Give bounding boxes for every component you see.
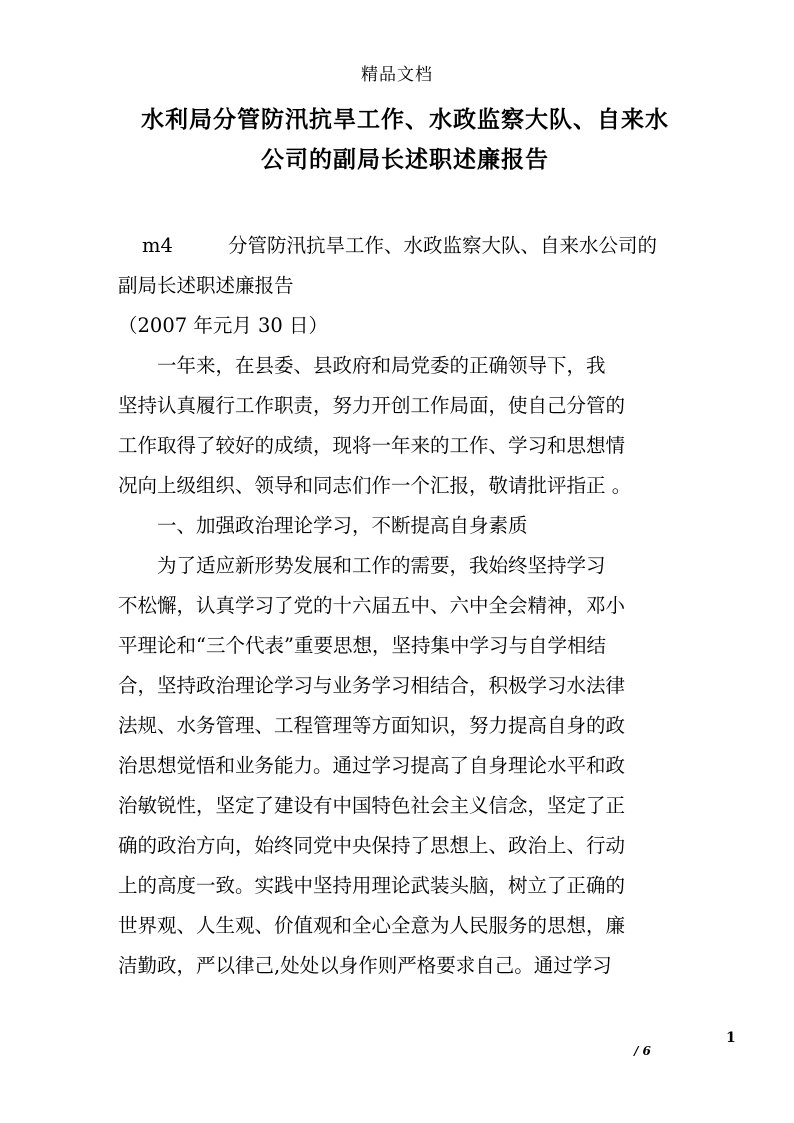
subject-text: 分管防汛抗旱工作、水政监察大队、自来水公司的 (228, 234, 658, 257)
document-title (110, 100, 700, 180)
page-total: / 6 (634, 1044, 651, 1058)
body-line: 上的高度一致。实践中坚持用理论武装头脑，树立了正确的 (118, 874, 626, 897)
body-line: 况向上级组织、领导和同志们作一个汇报，敬请批评指正 。 (118, 474, 632, 497)
report-date: （2007 年元月 30 日） (118, 314, 329, 337)
body-line: 法规、水务管理、工程管理等方面知识，努力提高自身的政 (118, 714, 626, 737)
subject-line (118, 226, 678, 266)
section-heading: 一、加强政治理论学习，不断提高自身素质 (118, 514, 528, 537)
body-line: 平理论和“三个代表”重要思想，坚持集中学习与自学相结 (118, 634, 606, 657)
body-line: 确的政治方向，始终同党中央保持了思想上、政治上、行动 (118, 834, 626, 857)
body-line: 为了适应新形势发展和工作的需要，我始终坚持学习 (118, 554, 606, 577)
subject-line-2: 副局长述职述廉报告 (118, 274, 294, 297)
page-number: 1 (726, 1030, 736, 1046)
body-line: 不松懈，认真学习了党的十六届五中、六中全会精神，邓小 (118, 594, 626, 617)
header-label: 精品文档 (361, 65, 433, 85)
body-line: 坚持认真履行工作职责，努力开创工作局面，使自己分管的 (118, 394, 626, 417)
body-line: 治思想觉悟和业务能力。通过学习提高了自身理论水平和政 (118, 754, 626, 777)
title-line-1: 水利局分管防汛抗旱工作、水政监察大队、自来水 (141, 106, 669, 133)
body-line: 合，坚持政治理论学习与业务学习相结合，积极学习水法律 (118, 674, 626, 697)
body-line: 一年来，在县委、县政府和局党委的正确领导下，我 (118, 354, 606, 377)
body-line: 工作取得了较好的成绩，现将一年来的工作、学习和思想情 (118, 434, 626, 457)
body-line: 洁勤政，严以律己,处处以身作则严格要求自己。通过学习 (118, 954, 612, 977)
document-body (118, 226, 678, 986)
title-line-2: 公司的副局长述职述廉报告 (261, 146, 549, 173)
body-line: 治敏锐性，坚定了建设有中国特色社会主义信念，坚定了正 (118, 794, 626, 817)
subject-code: m4 (142, 234, 173, 257)
body-line: 世界观、人生观、价值观和全心全意为人民服务的思想，廉 (118, 914, 626, 937)
